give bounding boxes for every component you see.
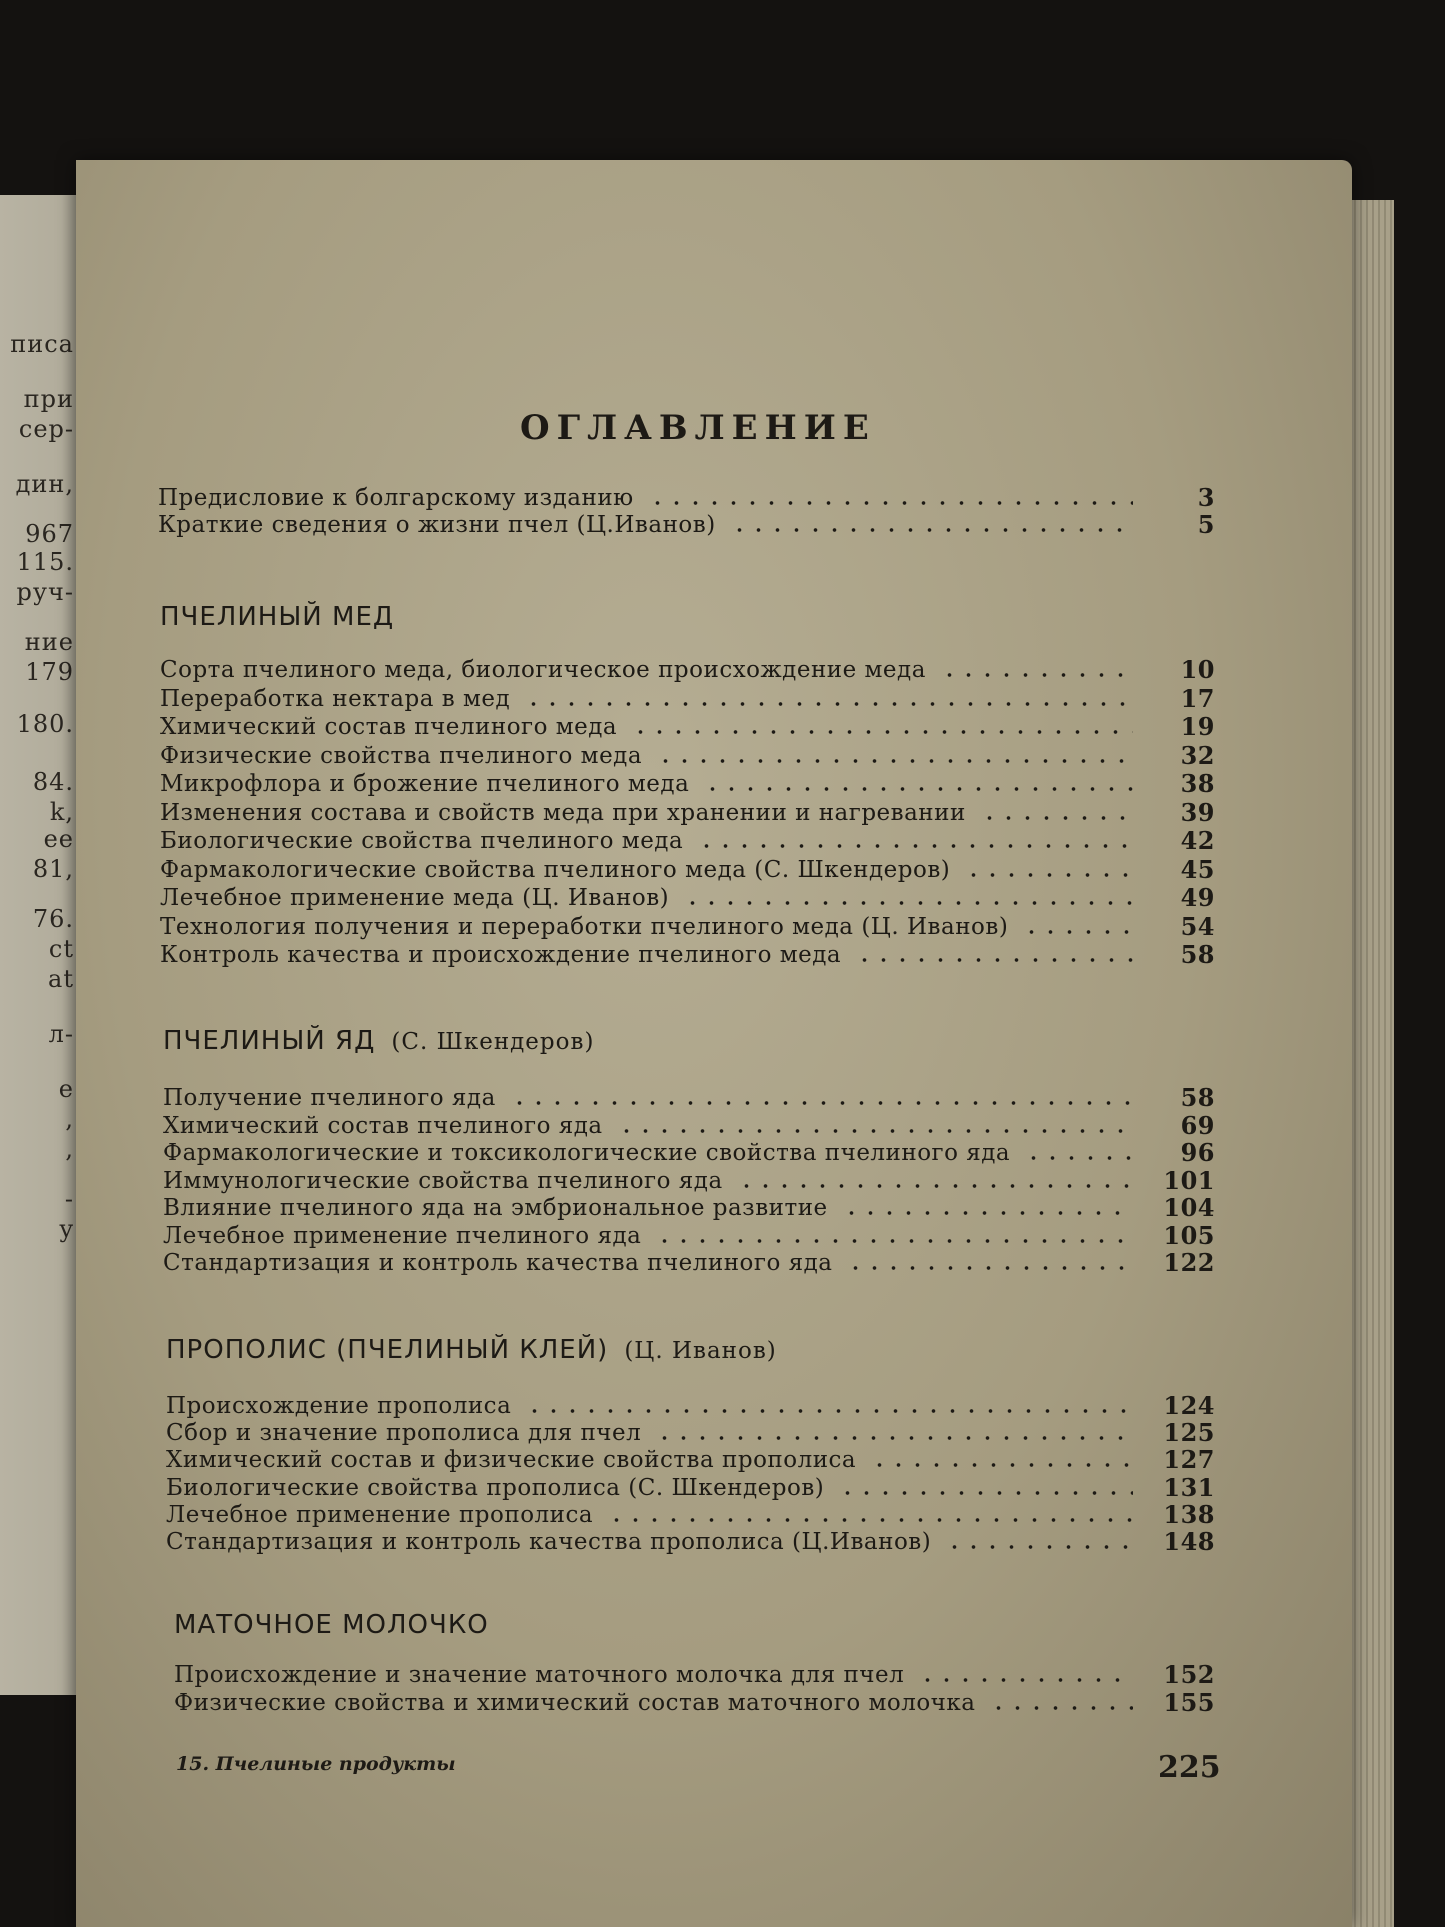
- section-heading-title: МАТОЧНОЕ МОЛОЧКО: [174, 1610, 489, 1640]
- dot-leader: [655, 1436, 1133, 1440]
- toc-entry-title: Химический состав пчелиного меда: [160, 714, 618, 740]
- toc-entry-title: Лечебное применение прополиса: [166, 1502, 594, 1528]
- toc-entry-title: Иммунологические свойства пчелиного яда: [163, 1168, 723, 1194]
- toc-entry: [163, 1140, 1215, 1166]
- dot-leader: [525, 1409, 1133, 1413]
- dot-leader: [842, 1211, 1133, 1215]
- toc-page-number: 127: [1163, 1445, 1215, 1474]
- dot-leader: [870, 1463, 1133, 1467]
- toc-entry-title: Получение пчелиного яда: [163, 1085, 496, 1111]
- toc-entry: [163, 1085, 1215, 1111]
- toc-entry-title: Физические свойства пчелиного меда: [160, 743, 643, 769]
- toc-entry-title: Стандартизация и контроль качества пчелиного яда: [163, 1250, 833, 1276]
- toc-page-number: 38: [1180, 769, 1215, 798]
- toc-entry: [158, 485, 1215, 511]
- toc-entry: [166, 1475, 1215, 1501]
- toc-page-number: 152: [1163, 1660, 1215, 1689]
- facing-page-text-fragment: 179: [25, 658, 74, 686]
- toc-entry-title: Изменения состава и свойств меда при хранении и нагревании: [160, 800, 966, 826]
- facing-page-text-fragment: y: [59, 1215, 74, 1243]
- facing-page-text-fragment: при: [23, 385, 74, 413]
- toc-entry: [174, 1690, 1215, 1716]
- dot-leader: [656, 759, 1133, 763]
- toc-entry-title: Стандартизация и контроль качества прополиса (Ц.Иванов): [166, 1529, 932, 1555]
- dot-leader: [1024, 1156, 1133, 1160]
- toc-entry: [166, 1502, 1215, 1528]
- toc-entry: [160, 828, 1215, 854]
- facing-page-text-fragment: 81,: [32, 855, 74, 883]
- dot-leader: [846, 1266, 1133, 1270]
- toc-entry: [163, 1223, 1215, 1249]
- dot-leader: [655, 1239, 1133, 1243]
- toc-page-number: 39: [1180, 798, 1215, 827]
- toc-entry-title: Биологические свойства прополиса (С. Шкендеров): [166, 1475, 825, 1501]
- page-number: 225: [1158, 1750, 1221, 1785]
- toc-page-number: 19: [1180, 712, 1215, 741]
- dot-leader: [617, 1129, 1133, 1133]
- facing-page-text-fragment: ,: [65, 1135, 74, 1163]
- toc-page-number: 42: [1180, 826, 1215, 855]
- toc-page-number: 54: [1180, 912, 1215, 941]
- toc-entry: [160, 714, 1215, 740]
- toc-entry-title: Фармакологические свойства пчелиного меда (С. Шкендеров): [160, 857, 951, 883]
- facing-page-text-fragment: at: [48, 965, 74, 993]
- page-stack-edges: [1350, 200, 1394, 1927]
- toc-entry-title: Фармакологические и токсикологические свойства пчелиного яда: [163, 1140, 1011, 1166]
- facing-page-text-fragment: e: [58, 1075, 74, 1103]
- toc-page-number: 131: [1163, 1473, 1215, 1502]
- toc-entry: [160, 800, 1215, 826]
- dot-leader: [940, 673, 1133, 677]
- toc-page-number: 124: [1163, 1391, 1215, 1420]
- dot-leader: [855, 958, 1133, 962]
- dot-leader: [918, 1678, 1133, 1682]
- facing-page-text-fragment: k,: [49, 798, 74, 826]
- toc-entry: [163, 1250, 1215, 1276]
- dot-leader: [631, 730, 1133, 734]
- toc-entry: [160, 857, 1215, 883]
- toc-entry-title: Сбор и значение прополиса для пчел: [166, 1420, 642, 1446]
- toc-entry-title: Технология получения и переработки пчелиного меда (Ц. Иванов): [160, 914, 1009, 940]
- toc-entry-title: Краткие сведения о жизни пчел (Ц.Иванов): [158, 512, 716, 538]
- toc-page-number: 148: [1163, 1527, 1215, 1556]
- section-heading: [160, 602, 394, 632]
- toc-entry-title: Химический состав пчелиного яда: [163, 1113, 603, 1139]
- dot-leader: [607, 1518, 1133, 1522]
- toc-page-number: 58: [1180, 1083, 1215, 1112]
- toc-entry-title: Микрофлора и брожение пчелиного меда: [160, 771, 690, 797]
- dot-leader: [510, 1101, 1133, 1105]
- toc-page-number: 96: [1180, 1138, 1215, 1167]
- toc-page-number: 17: [1180, 684, 1215, 713]
- toc-page-number: 69: [1180, 1111, 1215, 1140]
- toc-entry-title: Сорта пчелиного меда, биологическое происхождение меда: [160, 657, 926, 683]
- toc-entry-title: Переработка нектара в мед: [160, 686, 511, 712]
- facing-page-text-fragment: сер-: [18, 415, 74, 443]
- facing-page-text-fragment: 84.: [32, 768, 74, 796]
- section-heading-author: (Ц. Иванов): [624, 1338, 777, 1364]
- toc-entry-title: Происхождение прополиса: [166, 1393, 512, 1419]
- facing-page-text-fragment: л-: [48, 1020, 74, 1048]
- dot-leader: [980, 816, 1133, 820]
- facing-page-text-fragment: ние: [24, 628, 74, 656]
- toc-page-number: 32: [1180, 741, 1215, 770]
- toc-entry-title: Лечебное применение меда (Ц. Иванов): [160, 885, 670, 911]
- toc-entry: [163, 1113, 1215, 1139]
- section-heading: [174, 1610, 489, 1640]
- facing-page-text-fragment: 115.: [16, 548, 74, 576]
- toc-entry-title: Предисловие к болгарскому изданию: [158, 485, 634, 511]
- toc-entry: [160, 942, 1215, 968]
- toc-page-number: 125: [1163, 1418, 1215, 1447]
- page-title: ОГЛАВЛЕНИЕ: [520, 408, 876, 448]
- dot-leader: [648, 501, 1133, 505]
- toc-page-number: 10: [1180, 655, 1215, 684]
- dot-leader: [1022, 930, 1133, 934]
- dot-leader: [989, 1706, 1133, 1710]
- toc-entry: [158, 512, 1215, 538]
- toc-page-number: 3: [1197, 483, 1215, 512]
- facing-page-text-fragment: дин,: [15, 470, 74, 498]
- toc-entry: [166, 1447, 1215, 1473]
- facing-page-text-fragment: 967: [25, 520, 74, 548]
- dot-leader: [945, 1545, 1133, 1549]
- dot-leader: [683, 901, 1133, 905]
- toc-entry: [163, 1195, 1215, 1221]
- section-heading-title: ПЧЕЛИНЫЙ ЯД: [163, 1026, 376, 1056]
- toc-entry: [174, 1662, 1215, 1688]
- toc-entry: [166, 1420, 1215, 1446]
- toc-page-number: 104: [1163, 1193, 1215, 1222]
- facing-page-text-fragment: ct: [48, 935, 74, 963]
- dot-leader: [524, 702, 1133, 706]
- section-heading: [166, 1335, 777, 1365]
- toc-page-number: 49: [1180, 883, 1215, 912]
- toc-entry: [166, 1529, 1215, 1555]
- toc-entry: [160, 743, 1215, 769]
- toc-page-number: 138: [1163, 1500, 1215, 1529]
- toc-entry: [160, 771, 1215, 797]
- toc-entry-title: Биологические свойства пчелиного меда: [160, 828, 684, 854]
- toc-entry: [160, 885, 1215, 911]
- toc-entry-title: Происхождение и значение маточного молочка для пчел: [174, 1662, 905, 1688]
- toc-page-number: 5: [1197, 510, 1215, 539]
- toc-entry: [163, 1168, 1215, 1194]
- facing-page-text-fragment: 76.: [32, 905, 74, 933]
- facing-page-text-fragment: ее: [43, 825, 74, 853]
- toc-entry-title: Влияние пчелиного яда на эмбриональное развитие: [163, 1195, 828, 1221]
- section-heading-title: ПРОПОЛИС (ПЧЕЛИНЫЙ КЛЕЙ): [166, 1335, 609, 1365]
- toc-page-number: 45: [1180, 855, 1215, 884]
- toc-entry-title: Физические свойства и химический состав маточного молочка: [174, 1690, 976, 1716]
- toc-page-number: 122: [1163, 1248, 1215, 1277]
- toc-page-number: 155: [1163, 1688, 1215, 1717]
- facing-page-text-fragment: руч-: [16, 578, 74, 606]
- dot-leader: [838, 1491, 1133, 1495]
- toc-page-number: 58: [1180, 940, 1215, 969]
- dot-leader: [964, 873, 1133, 877]
- dot-leader: [697, 844, 1133, 848]
- facing-page-text-fragment: ,: [65, 1105, 74, 1133]
- toc-entry: [166, 1393, 1215, 1419]
- footer-signature: 15. Пчелиные продукты: [176, 1753, 456, 1775]
- toc-entry-title: Контроль качества и происхождение пчелиного меда: [160, 942, 842, 968]
- facing-page-text-fragment: писа: [10, 330, 74, 358]
- dot-leader: [703, 787, 1133, 791]
- toc-entry: [160, 914, 1215, 940]
- toc-entry-title: Лечебное применение пчелиного яда: [163, 1223, 642, 1249]
- facing-page-edge: [0, 195, 88, 1695]
- section-heading: [163, 1026, 594, 1056]
- section-heading-title: ПЧЕЛИНЫЙ МЕД: [160, 602, 395, 632]
- section-heading-author: (С. Шкендеров): [391, 1029, 595, 1055]
- facing-page-text-fragment: 180.: [16, 710, 74, 738]
- toc-entry: [160, 657, 1215, 683]
- toc-entry-title: Химический состав и физические свойства прополиса: [166, 1447, 857, 1473]
- facing-page-text-fragment: -: [64, 1185, 74, 1213]
- toc-page-number: 105: [1163, 1221, 1215, 1250]
- toc-entry: [160, 686, 1215, 712]
- toc-page-number: 101: [1163, 1166, 1215, 1195]
- dot-leader: [737, 1184, 1133, 1188]
- dot-leader: [730, 528, 1133, 532]
